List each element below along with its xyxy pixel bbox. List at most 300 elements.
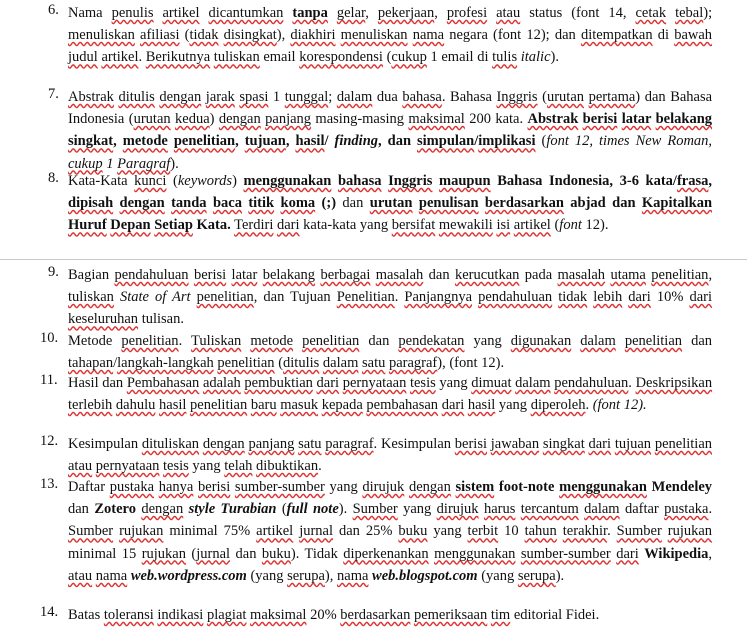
- text-run: (: [166, 173, 178, 189]
- spellcheck-word: baca: [212, 195, 242, 212]
- text-run: (: [382, 49, 392, 66]
- list-item-text: [68, 86, 712, 175]
- spellcheck-word: toleransi: [103, 607, 154, 623]
- text-run: dan: [336, 195, 370, 212]
- spellcheck-word: dituliskan: [141, 436, 200, 452]
- spellcheck-word: dari: [277, 217, 300, 234]
- spellcheck-word: kepada: [321, 397, 363, 414]
- spellcheck-word: ditulis: [118, 89, 155, 105]
- spellcheck-word: indikasi: [157, 607, 204, 623]
- spellcheck-word: tujuan: [244, 133, 286, 150]
- spellcheck-word: dalam: [336, 89, 373, 105]
- spellcheck-word: belakang: [655, 111, 713, 128]
- text-run: [328, 5, 337, 21]
- spellcheck-word: implikasi: [478, 133, 536, 150]
- text-run: [331, 173, 338, 189]
- spellcheck-word: digunakan: [510, 333, 572, 349]
- text-run: ,: [708, 267, 713, 283]
- text-run: pada: [519, 267, 558, 283]
- spellcheck-word: terlebih: [68, 397, 113, 414]
- text-run: daftar: [619, 501, 665, 518]
- text-run: (yang: [477, 567, 518, 584]
- text-run: , dan Tujuan: [253, 289, 337, 306]
- spellcheck-word: Inggris: [496, 89, 538, 105]
- spellcheck-word: urutan: [369, 195, 413, 212]
- spellcheck-word: diperkenankan: [343, 545, 429, 562]
- text-run: yang: [324, 479, 363, 495]
- text-run: Zotero: [94, 501, 136, 518]
- text-run: Bahasa Indonesia, 3-6 kata/: [490, 173, 677, 189]
- spellcheck-word: singkat: [68, 133, 114, 150]
- text-run: [616, 333, 625, 349]
- spellcheck-word: adalah: [202, 375, 241, 391]
- spellcheck-word: dari: [616, 545, 639, 562]
- spellcheck-word: pendahuluan: [554, 375, 629, 391]
- spellcheck-word: dengan: [119, 195, 165, 212]
- spellcheck-word: maupun: [439, 173, 491, 189]
- text-run: dan: [682, 333, 713, 349]
- spellcheck-word: dirujuk: [362, 479, 405, 495]
- spellcheck-word: ditulis: [283, 355, 320, 372]
- spellcheck-word: pernyataan: [95, 458, 160, 475]
- text-run: ,: [365, 5, 378, 21]
- text-run: 20%: [306, 607, 341, 623]
- text-run: [487, 5, 496, 21]
- spellcheck-word: menggunakan: [243, 173, 332, 189]
- spellcheck-word: dari: [588, 436, 612, 452]
- text-run: /: [113, 355, 118, 372]
- spellcheck-word: terbit: [467, 523, 499, 540]
- spellcheck-word: dirujuk: [436, 501, 479, 518]
- spellcheck-word: menggunakan: [559, 479, 647, 495]
- spellcheck-word: masalah: [557, 267, 606, 283]
- text-run: ;: [328, 89, 337, 105]
- spellcheck-word: bahasa: [402, 89, 442, 105]
- spellcheck-word: pernyataan: [342, 375, 407, 391]
- spellcheck-word: dengan: [159, 89, 202, 105]
- spellcheck-word: cukup: [68, 155, 103, 172]
- text-run: [200, 5, 209, 21]
- list-number: 13.: [40, 476, 59, 492]
- text-run: ), (font 12).: [437, 355, 505, 372]
- text-run: .: [318, 458, 322, 475]
- list-number: 8.: [48, 170, 59, 186]
- spellcheck-word: cukup: [391, 49, 427, 66]
- spellcheck-word: penelitian: [173, 133, 236, 150]
- text-run: ,: [708, 173, 713, 189]
- text-run: negara (font 12); dan: [444, 27, 581, 44]
- spellcheck-word: afiliasi: [140, 27, 180, 44]
- spellcheck-word: hanya: [158, 479, 194, 495]
- text-run: ).: [550, 49, 559, 66]
- spellcheck-word: pustaka: [109, 479, 155, 495]
- list-number: 12.: [40, 433, 59, 449]
- text-run: /: [474, 133, 479, 150]
- text-run: /: [324, 133, 335, 150]
- spellcheck-word: cetak: [635, 5, 667, 21]
- list-item-text: [68, 264, 712, 331]
- spellcheck-word: bersifat: [391, 217, 436, 234]
- spellcheck-word: Abstrak: [68, 89, 114, 105]
- text-run: Nama: [68, 5, 112, 21]
- text-run: masing-masing: [311, 111, 409, 128]
- spellcheck-word: penulis: [111, 5, 154, 21]
- text-run: Mendeley: [646, 479, 713, 495]
- spellcheck-word: profesi: [446, 5, 488, 21]
- spellcheck-word: metode: [250, 333, 294, 349]
- text-run: dan 25%: [333, 523, 399, 540]
- text-run: .: [628, 375, 636, 391]
- spellcheck-word: penulisan: [418, 195, 479, 212]
- spellcheck-word: Setiap: [154, 217, 193, 234]
- spellcheck-word: penelitian: [302, 333, 360, 349]
- text-run: di: [652, 27, 675, 44]
- spellcheck-word: buku: [398, 523, 428, 540]
- text-run: Batas: [68, 607, 104, 623]
- spellcheck-word: koma: [280, 195, 316, 212]
- spellcheck-word: isi: [496, 217, 511, 234]
- spellcheck-word: jurnal: [196, 545, 231, 562]
- spellcheck-word: menggunakan: [434, 545, 516, 562]
- spellcheck-word: sistem: [455, 479, 495, 495]
- text-run: minimal 75%: [163, 523, 257, 540]
- spellcheck-word: Deskripsikan: [635, 375, 713, 391]
- list-item-text: [68, 330, 712, 374]
- spellcheck-word: rujukan: [119, 523, 164, 540]
- spellcheck-word: diakhiri: [290, 27, 336, 44]
- text-run: (: [274, 355, 284, 372]
- spellcheck-word: masalah: [375, 267, 424, 283]
- spellcheck-word: dari: [441, 397, 465, 414]
- text-run: yang: [427, 523, 468, 540]
- text-run: full note: [286, 501, 339, 518]
- spellcheck-word: urutan: [546, 89, 585, 105]
- spellcheck-word: dimuat: [471, 375, 512, 391]
- spellcheck-word: paragraf: [325, 436, 374, 452]
- text-run: font 12, times New Roman,: [546, 133, 713, 150]
- text-run: (font 12).: [592, 397, 647, 414]
- text-run: email: [259, 49, 300, 66]
- spellcheck-word: tebal: [675, 5, 704, 21]
- list-number: 7.: [48, 86, 59, 102]
- spellcheck-word: pendekatan: [398, 333, 465, 349]
- spellcheck-word: utama: [610, 267, 646, 283]
- spellcheck-word: berdasarkan: [484, 195, 564, 212]
- spellcheck-word: simpulan: [417, 133, 475, 150]
- spellcheck-word: Pembahasan: [126, 375, 200, 391]
- text-run: dan: [359, 333, 399, 349]
- text-run: .: [607, 523, 617, 540]
- text-run: Daftar: [68, 479, 110, 495]
- text-run: ),: [324, 567, 338, 584]
- spellcheck-word: dengan: [202, 436, 245, 452]
- text-run: foot-note: [494, 479, 560, 495]
- text-run: State of Art: [119, 289, 191, 306]
- text-run: kata-kata yang: [299, 217, 392, 234]
- spellcheck-word: satu: [298, 436, 322, 452]
- spellcheck-word: lebih: [593, 289, 623, 306]
- spellcheck-word: belakang: [262, 267, 316, 283]
- text-run: . Kesimpulan: [373, 436, 455, 452]
- text-run: 1 email di: [426, 49, 493, 66]
- text-run: ): [209, 111, 219, 128]
- spellcheck-word: atau: [68, 458, 93, 475]
- spellcheck-word: tahapan: [68, 355, 114, 372]
- spellcheck-word: tulis: [492, 49, 518, 66]
- text-run: 1: [268, 89, 285, 105]
- text-run: . Bahasa: [441, 89, 497, 105]
- text-run: 1: [102, 155, 118, 172]
- spellcheck-word: artikel: [101, 49, 139, 66]
- spellcheck-word: metode: [122, 133, 168, 150]
- list-item-text: [68, 604, 712, 626]
- spellcheck-word: dibuktikan: [256, 458, 319, 475]
- spellcheck-word: penelitian: [190, 397, 248, 414]
- spellcheck-word: maksimal: [250, 607, 307, 623]
- spellcheck-word: artikel: [256, 523, 294, 540]
- text-run: 10: [498, 523, 525, 540]
- spellcheck-word: Abstrak: [527, 111, 579, 128]
- list-item-text: [68, 170, 712, 237]
- list-number: 10.: [40, 330, 59, 346]
- spellcheck-word: Tuliskan: [191, 333, 242, 349]
- spellcheck-word: pustaka: [664, 501, 709, 518]
- list-number: 9.: [48, 264, 59, 280]
- spellcheck-word: dalam: [515, 375, 551, 391]
- spellcheck-word: latar: [231, 267, 258, 283]
- text-run: ,: [434, 5, 447, 21]
- text-run: (: [179, 27, 190, 44]
- spellcheck-word: korespondensi: [299, 49, 383, 66]
- spellcheck-word: pertama: [588, 89, 636, 105]
- spellcheck-word: Sumber: [68, 523, 114, 540]
- text-run: [241, 333, 250, 349]
- spellcheck-word: judul: [68, 49, 98, 66]
- spellcheck-word: tidak: [189, 27, 219, 44]
- spellcheck-word: dari: [628, 289, 651, 306]
- text-run: web.blogspot.com: [372, 567, 478, 584]
- list-item-text: [68, 476, 712, 587]
- spellcheck-word: tidak: [558, 289, 588, 306]
- text-run: Wikipedia: [644, 545, 709, 562]
- spellcheck-word: latar: [621, 111, 652, 128]
- spellcheck-word: tanda: [171, 195, 207, 212]
- spellcheck-word: serupa: [287, 567, 325, 584]
- spellcheck-word: berbagai: [320, 267, 371, 283]
- text-run: ).: [338, 501, 353, 518]
- text-run: [293, 333, 302, 349]
- text-run: );: [703, 5, 713, 21]
- spellcheck-word: singkat: [542, 436, 585, 452]
- spellcheck-word: titik: [248, 195, 275, 212]
- spellcheck-word: penelitian: [624, 333, 682, 349]
- text-run: dan: [423, 267, 455, 283]
- text-run: [666, 5, 675, 21]
- text-run: font: [559, 217, 582, 234]
- list-number: 14.: [40, 604, 59, 620]
- text-run: ).: [555, 567, 565, 584]
- spellcheck-word: pendahuluan: [478, 289, 553, 306]
- spellcheck-word: maksimal: [408, 111, 465, 128]
- spellcheck-word: paragraf: [388, 355, 438, 372]
- spellcheck-word: jarak: [205, 89, 235, 105]
- text-run: Hasil dan: [68, 375, 127, 391]
- text-run: .: [585, 397, 593, 414]
- text-run: ,: [235, 133, 245, 150]
- text-run: [571, 333, 580, 349]
- spellcheck-word: tercantum: [520, 501, 579, 518]
- spellcheck-word: Depan: [110, 217, 151, 234]
- spellcheck-word: panjang: [265, 111, 312, 128]
- text-run: 10%: [650, 289, 690, 306]
- spellcheck-word: ditempatkan: [580, 27, 653, 44]
- text-run: (;): [315, 195, 337, 212]
- spellcheck-word: berisi: [582, 111, 618, 128]
- spellcheck-word: hasil: [295, 133, 325, 150]
- spellcheck-word: menuliskan: [340, 27, 408, 44]
- text-run: Bagian: [68, 267, 115, 283]
- spellcheck-word: dalam: [322, 355, 359, 372]
- spellcheck-word: dipisah: [68, 195, 114, 212]
- spellcheck-word: nama: [95, 567, 128, 584]
- spellcheck-word: Kapitalkan: [641, 195, 713, 212]
- spellcheck-word: pekerjaan: [377, 5, 435, 21]
- spellcheck-word: penelitian: [651, 267, 709, 283]
- text-run: (: [535, 133, 547, 150]
- spellcheck-word: tanpa: [292, 5, 328, 21]
- spellcheck-word: kerucutkan: [454, 267, 520, 283]
- text-run: , dan: [378, 133, 417, 150]
- spellcheck-word: dahulu: [115, 397, 156, 414]
- spellcheck-word: penelitian: [654, 436, 712, 452]
- spellcheck-word: tuliskan: [68, 289, 114, 306]
- text-run: 12).: [581, 217, 609, 234]
- text-run: finding: [334, 133, 379, 150]
- spellcheck-word: pembahasan: [366, 397, 439, 414]
- text-run: ,: [708, 545, 713, 562]
- spellcheck-word: kunci: [134, 173, 167, 189]
- spellcheck-word: Sumber: [616, 523, 662, 540]
- list-item-text: [68, 372, 712, 416]
- list-number: 6.: [48, 2, 59, 18]
- spellcheck-word: Paragraf: [117, 155, 171, 172]
- spellcheck-word: penelitian: [121, 333, 179, 349]
- spellcheck-word: mewakili: [438, 217, 493, 234]
- spellcheck-word: Penelitian: [336, 289, 395, 306]
- text-run: yang: [464, 333, 511, 349]
- spellcheck-word: menuliskan: [68, 27, 135, 44]
- text-run: Kata-Kata: [68, 173, 135, 189]
- spellcheck-word: berisi: [198, 479, 231, 495]
- spellcheck-word: artikel: [162, 5, 200, 21]
- spellcheck-word: masuk: [280, 397, 319, 414]
- text-run: .: [178, 333, 192, 349]
- spellcheck-word: plagiat: [206, 607, 247, 623]
- spellcheck-word: bahasa: [337, 173, 382, 189]
- text-run: yang: [397, 501, 437, 518]
- text-run: ): [232, 173, 244, 189]
- spellcheck-word: dicantumkan: [208, 5, 284, 21]
- spellcheck-word: atau: [496, 5, 521, 21]
- spellcheck-word: pembuktian: [244, 375, 313, 391]
- spellcheck-word: rujukan: [667, 523, 713, 540]
- text-run: abjad dan: [563, 195, 642, 212]
- spellcheck-word: penelitian: [217, 355, 275, 372]
- spellcheck-word: frasa: [676, 173, 709, 189]
- spellcheck-word: Panjangnya: [404, 289, 473, 306]
- spellcheck-word: Terdiri: [234, 217, 274, 234]
- text-run: ).: [170, 155, 179, 172]
- spellcheck-word: hasil: [467, 397, 496, 414]
- spellcheck-word: pemeriksaan: [413, 607, 488, 623]
- spellcheck-word: dalam: [580, 333, 616, 349]
- spellcheck-word: kedua: [175, 111, 210, 128]
- spellcheck-word: telah: [224, 458, 253, 475]
- text-run: Metode: [68, 333, 122, 349]
- spellcheck-word: buku: [261, 545, 291, 562]
- spellcheck-word: pendahuluan: [114, 267, 189, 283]
- spellcheck-word: dari: [689, 289, 712, 306]
- spellcheck-word: tesis: [409, 375, 436, 391]
- spellcheck-word: atau: [68, 567, 93, 584]
- text-run: ). Tidak: [290, 545, 344, 562]
- spellcheck-word: rujukan: [141, 545, 186, 562]
- spellcheck-word: Sumber: [352, 501, 398, 518]
- text-run: minimal 15: [68, 545, 142, 562]
- spellcheck-word: keseluruhan: [68, 311, 139, 328]
- spellcheck-word: nama: [412, 27, 445, 44]
- text-run: style Turabian: [188, 501, 277, 518]
- spellcheck-word: diperoleh: [530, 397, 586, 414]
- spellcheck-word: bawah: [674, 27, 713, 44]
- text-run: .: [708, 501, 713, 518]
- text-run: italic: [520, 49, 551, 66]
- spellcheck-word: panjang: [248, 436, 295, 452]
- spellcheck-word: Inggris: [388, 173, 433, 189]
- spellcheck-word: jurnal: [299, 523, 334, 540]
- spellcheck-word: penelitian: [196, 289, 254, 306]
- spellcheck-word: tuliskan: [213, 49, 260, 66]
- text-run: status (font 14,: [520, 5, 636, 21]
- text-run: yang: [188, 458, 225, 475]
- text-run: yang: [495, 397, 531, 414]
- spellcheck-word: urutan: [133, 111, 171, 128]
- text-run: ,: [285, 133, 296, 150]
- text-run: ,: [113, 133, 123, 150]
- spellcheck-word: spasi: [239, 89, 269, 105]
- text-run: .: [394, 289, 405, 306]
- spellcheck-word: langkah-langkah: [117, 355, 214, 372]
- text-run: .: [138, 49, 146, 66]
- spellcheck-word: dengan: [408, 479, 451, 495]
- spellcheck-word: dengan: [218, 111, 261, 128]
- text-run: (: [186, 545, 197, 562]
- spellcheck-word: jawaban: [490, 436, 540, 452]
- spellcheck-word: artikel: [513, 217, 551, 234]
- spellcheck-word: baru: [250, 397, 277, 414]
- spellcheck-word: tujuan: [614, 436, 652, 452]
- spellcheck-word: sumber-sumber: [234, 479, 325, 495]
- spellcheck-word: tim: [490, 607, 511, 623]
- text-run: 200 kata.: [464, 111, 528, 128]
- spellcheck-word: disingkat: [223, 27, 277, 44]
- spellcheck-word: berdasarkan: [340, 607, 411, 623]
- text-run: Kesimpulan: [68, 436, 142, 452]
- spellcheck-word: gelar: [336, 5, 366, 21]
- text-run: ),: [276, 27, 291, 44]
- spellcheck-word: Huruf: [68, 217, 107, 234]
- spellcheck-word: dalam: [584, 501, 620, 518]
